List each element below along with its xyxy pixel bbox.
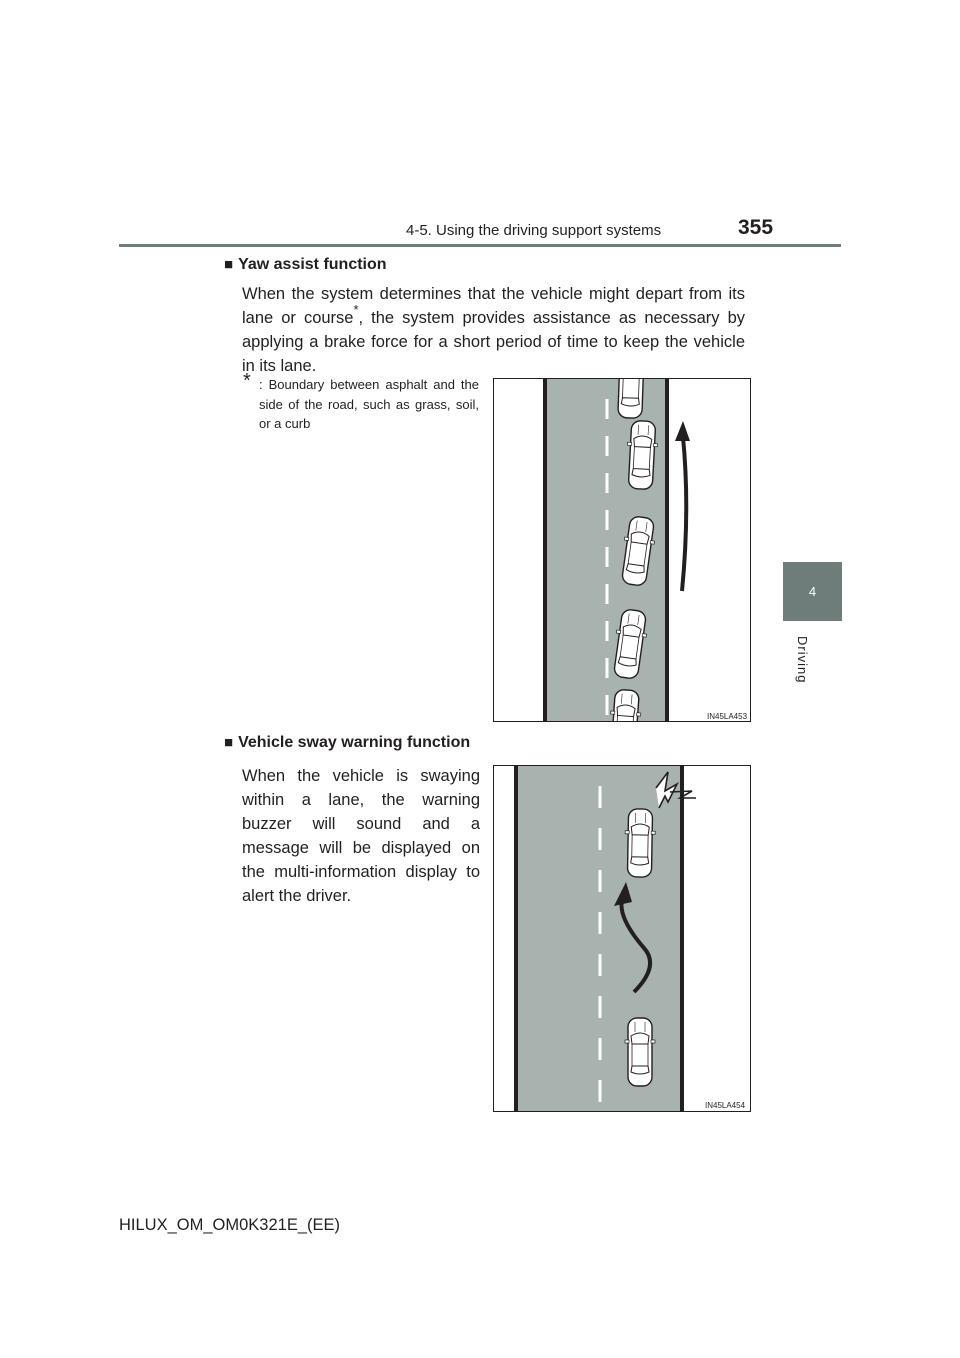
chapter-number: 4 [808, 584, 817, 599]
sway-heading-text: Vehicle sway warning function [238, 734, 471, 751]
bullet-square-icon: ■ [224, 734, 234, 751]
yaw-body-line-1: When the system determines that the vehicle might depart from its [242, 285, 745, 303]
asterisk-marker: * [353, 301, 359, 317]
yaw-assist-illustration [494, 379, 750, 721]
chapter-label: Driving [795, 636, 810, 684]
figure-code: IN45LA453 [707, 712, 748, 721]
sway-warning-heading [224, 734, 470, 752]
page-number: 355 [738, 216, 774, 239]
yaw-heading-text: Yaw assist function [238, 256, 387, 273]
yaw-assist-body [242, 282, 745, 378]
footnote-text: : Boundary between asphalt and the side of the road, such as grass, soil, or a curb [259, 377, 479, 431]
header-rule [119, 244, 841, 247]
sway-warning-figure [493, 765, 751, 1112]
yaw-body-line-4: in its lane. [242, 357, 317, 375]
chapter-tab [783, 562, 842, 621]
yaw-assist-heading [224, 256, 387, 274]
yaw-footnote [243, 370, 479, 434]
sway-warning-body: When the vehicle is swaying within a lane, the warning buzzer will sound and a message will be displayed on the multi-information display to alert the driver. [242, 767, 480, 905]
footnote-asterisk: * [243, 370, 251, 392]
figure-code: IN45LA454 [705, 1101, 746, 1110]
yaw-assist-figure [493, 378, 751, 722]
yaw-body-text: lane or course [242, 309, 354, 327]
yaw-body-line-2 [242, 301, 745, 330]
sway-warning-illustration [494, 766, 750, 1111]
yaw-body-line-3: applying a brake force for a short period of time to keep the vehicle [242, 333, 745, 351]
yaw-body-text-cont: , the system provides assistance as necessary by [358, 309, 745, 327]
section-title: 4-5. Using the driving support systems [406, 222, 662, 239]
footer-doc-code: HILUX_OM_OM0K321E_(EE) [119, 1216, 341, 1234]
bullet-square-icon: ■ [224, 256, 234, 273]
